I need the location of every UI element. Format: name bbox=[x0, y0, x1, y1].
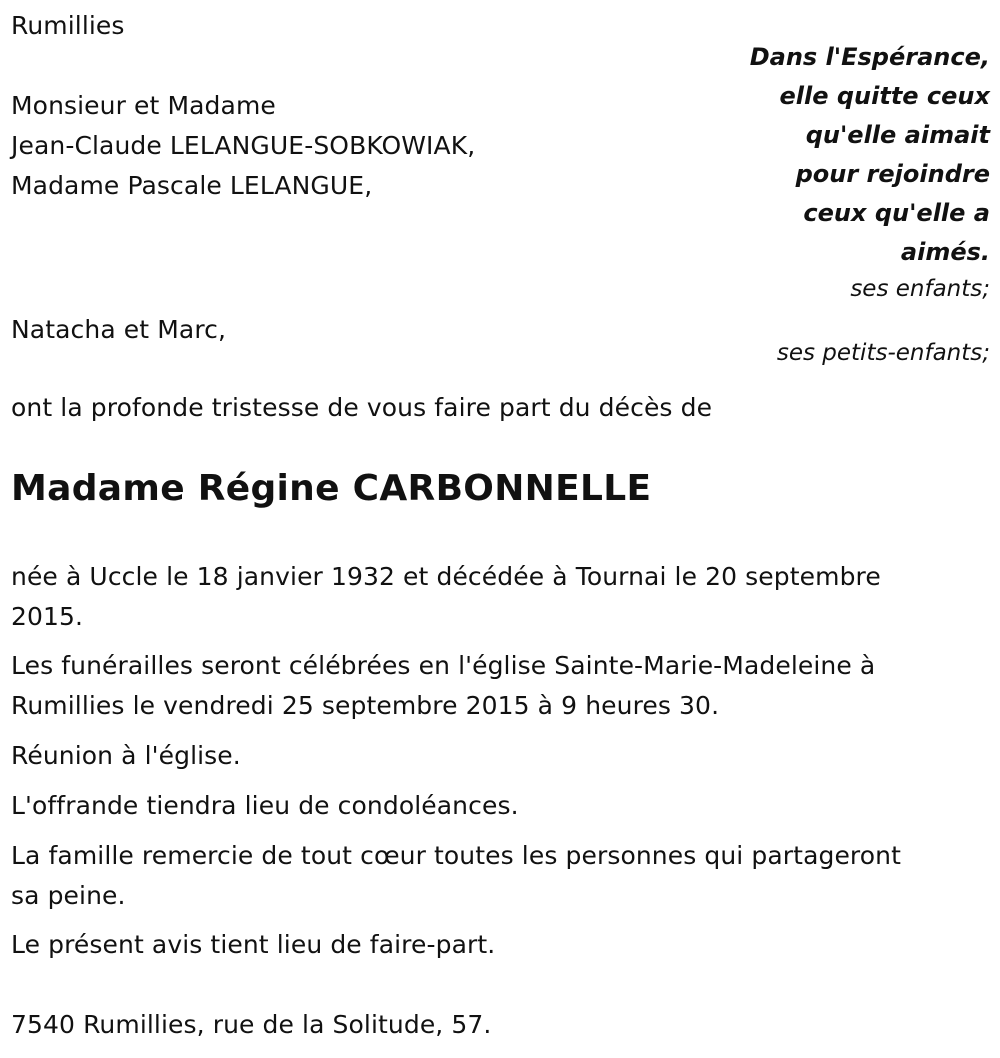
epitaph-line: Dans l'Espérance, bbox=[749, 43, 990, 71]
epitaph-line: elle quitte ceux bbox=[779, 82, 990, 110]
epitaph-line: ceux qu'elle a bbox=[803, 199, 990, 227]
grandchildren-line: Natacha et Marc, bbox=[11, 315, 227, 344]
children-line: Madame Pascale LELANGUE, bbox=[11, 171, 373, 200]
notice-text: Le présent avis tient lieu de faire-part. bbox=[11, 930, 496, 959]
offering-text: L'offrande tiendra lieu de condoléances. bbox=[11, 791, 519, 820]
birth-death-text: née à Uccle le 18 janvier 1932 et décédée à Tournai le 20 septembre bbox=[11, 562, 881, 591]
thanks-text: sa peine. bbox=[11, 881, 126, 910]
announcement-intro: ont la profonde tristesse de vous faire part du décès de bbox=[11, 393, 713, 422]
thanks-text: La famille remercie de tout cœur toutes les personnes qui partageront bbox=[11, 841, 902, 870]
children-relation: ses enfants; bbox=[850, 276, 990, 302]
meeting-text: Réunion à l'église. bbox=[11, 741, 241, 770]
deceased-name: Madame Régine CARBONNELLE bbox=[11, 468, 652, 509]
funeral-text: Rumillies le vendredi 25 septembre 2015 à 9 heures 30. bbox=[11, 691, 720, 720]
birth-death-text: 2015. bbox=[11, 602, 84, 631]
funeral-text: Les funérailles seront célébrées en l'église Sainte-Marie-Madeleine à bbox=[11, 651, 876, 680]
grandchildren-relation: ses petits-enfants; bbox=[776, 340, 990, 366]
epitaph-line: aimés. bbox=[900, 238, 990, 266]
epitaph-line: qu'elle aimait bbox=[805, 121, 990, 149]
address-text: 7540 Rumillies, rue de la Solitude, 57. bbox=[11, 1010, 492, 1039]
epitaph-line: pour rejoindre bbox=[795, 160, 990, 188]
locality-heading: Rumillies bbox=[11, 11, 125, 40]
children-line: Jean-Claude LELANGUE-SOBKOWIAK, bbox=[11, 131, 476, 160]
epitaph-quote bbox=[690, 38, 990, 272]
children-line: Monsieur et Madame bbox=[11, 91, 276, 120]
